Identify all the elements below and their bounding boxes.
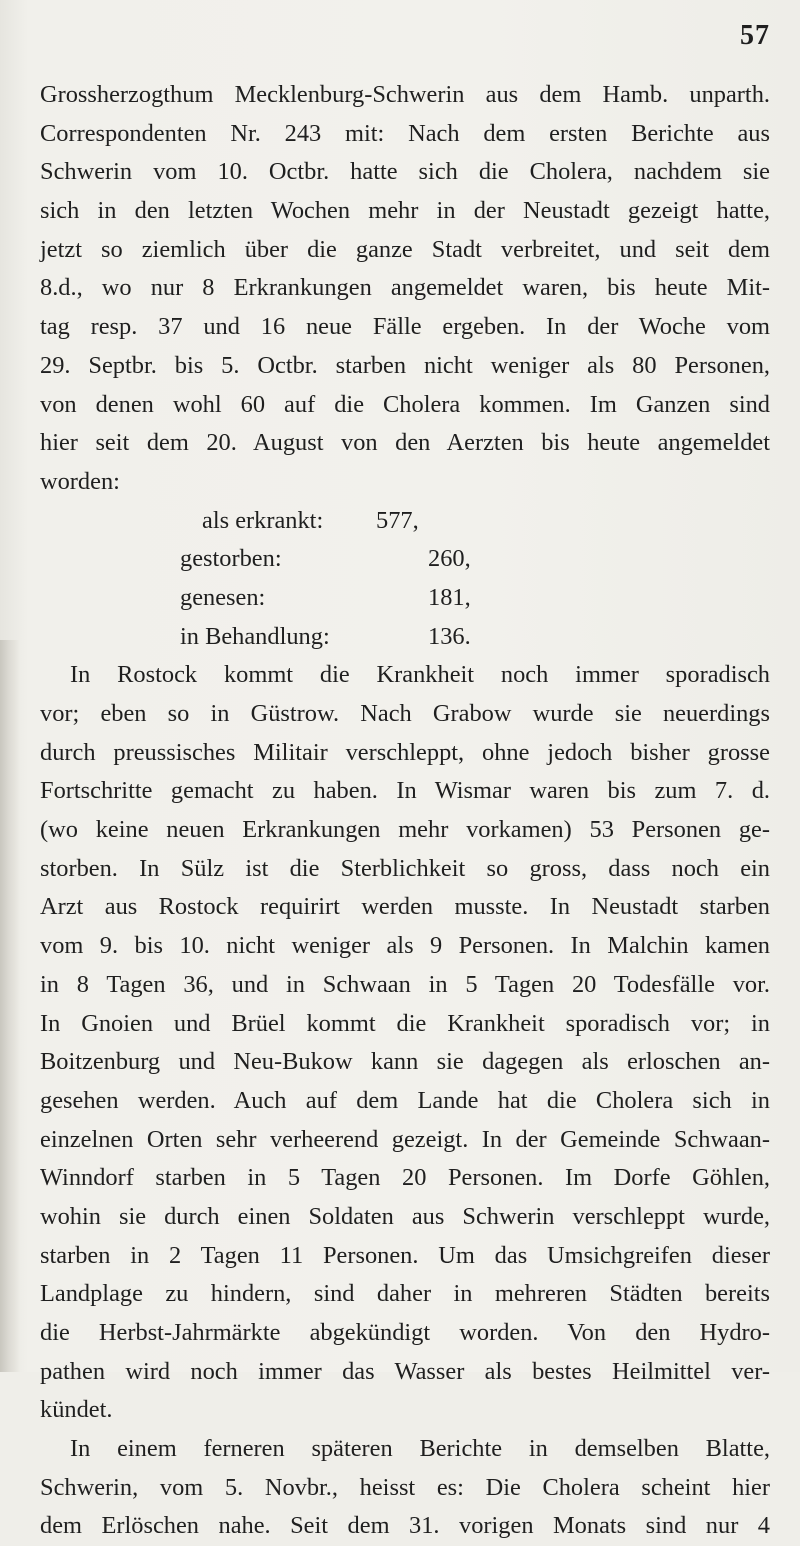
stat-row <box>180 618 770 657</box>
text-line: storben. In Sülz ist die Sterblichkeit so gross, dass noch ein <box>40 854 770 882</box>
text-line: durch preussisches Militair verschleppt, ohne jedoch bisher grosse <box>40 738 770 766</box>
text-line: Boitzenburg und Neu-Bukow kann sie dagegen als erloschen an- <box>40 1048 770 1076</box>
text-line: Arzt aus Rostock requirirt werden musste. In Neustadt starben <box>40 893 770 921</box>
text-line: in 8 Tagen 36, und in Schwaan in 5 Tagen 20 Todesfälle vor. <box>40 970 770 998</box>
stat-value: 181, <box>428 583 471 611</box>
text-line: kündet. <box>40 1396 113 1424</box>
text-line: In Gnoien und Brüel kommt die Krankheit sporadisch vor; in <box>40 1009 770 1037</box>
statistics-list <box>40 502 770 657</box>
text-line: hier seit dem 20. August von den Aerzten bis heute angemeldet <box>40 429 770 457</box>
text-line: Schwerin, vom 5. Novbr., heisst es: Die Cholera scheint hier <box>40 1473 770 1501</box>
text-line: 8.d., wo nur 8 Erkrankungen angemeldet waren, bis heute Mit- <box>40 274 770 302</box>
paragraph-2 <box>40 656 770 1430</box>
page-number: 57 <box>740 20 770 51</box>
text-line: von denen wohl 60 auf die Cholera kommen. Im Ganzen sind <box>40 390 770 418</box>
text-line: sich in den letzten Wochen mehr in der Neustadt gezeigt hatte, <box>40 197 770 225</box>
text-line: jetzt so ziemlich über die ganze Stadt verbreitet, und seit dem <box>40 235 770 263</box>
stat-label: gestorben: <box>180 545 282 573</box>
stat-label: als erkrankt: <box>202 506 324 534</box>
text-line: In Rostock kommt die Krankheit noch immer sporadisch <box>70 661 770 689</box>
text-line: vom 9. bis 10. nicht weniger als 9 Personen. In Malchin kamen <box>40 932 770 960</box>
text-line: Correspondenten Nr. 243 mit: Nach dem ersten Berichte aus <box>40 119 770 147</box>
body-text <box>40 76 770 1546</box>
stat-value: 577, <box>376 506 419 534</box>
binding-gutter <box>0 640 20 1372</box>
text-line: dem Erlöschen nahe. Seit dem 31. vorigen Monats sind nur 4 <box>40 1512 770 1540</box>
text-line: Grossherzogthum Mecklenburg-Schwerin aus dem Hamb. unparth. <box>40 81 770 108</box>
text-line: Landplage zu hindern, sind daher in mehreren Städten bereits <box>40 1280 770 1308</box>
stat-row <box>180 579 770 618</box>
text-line: vor; eben so in Güstrow. Nach Grabow wurde sie neuerdings <box>40 700 770 727</box>
text-line: Schwerin vom 10. Octbr. hatte sich die Cholera, nachdem sie <box>40 158 770 186</box>
text-line: starben in 2 Tagen 11 Personen. Um das Umsichgreifen dieser <box>40 1241 770 1269</box>
text-line: wohin sie durch einen Soldaten aus Schwerin verschleppt wurde, <box>40 1202 770 1230</box>
text-line: gesehen werden. Auch auf dem Lande hat die Cholera sich in <box>40 1086 770 1114</box>
paragraph-1 <box>40 76 770 502</box>
stat-value: 260, <box>428 545 471 573</box>
text-line: worden: <box>40 467 120 495</box>
text-line: Winndorf starben in 5 Tagen 20 Personen. Im Dorfe Göhlen, <box>40 1164 770 1192</box>
text-line: 29. Septbr. bis 5. Octbr. starben nicht weniger als 80 Personen, <box>40 351 770 379</box>
stat-label: in Behandlung: <box>180 622 330 650</box>
text-line: (wo keine neuen Erkrankungen mehr vorkamen) 53 Personen ge- <box>40 816 770 844</box>
text-line: Fortschritte gemacht zu haben. In Wismar waren bis zum 7. d. <box>40 777 770 805</box>
text-line: tag resp. 37 und 16 neue Fälle ergeben. In der Woche vom <box>40 313 770 341</box>
text-line: die Herbst-Jahrmärkte abgekündigt worden. Von den Hydro- <box>40 1319 770 1346</box>
text-line: In einem ferneren späteren Berichte in demselben Blatte, <box>70 1435 770 1463</box>
stat-row <box>180 502 770 541</box>
paragraph-3 <box>40 1430 770 1546</box>
stat-value: 136. <box>428 622 471 650</box>
stat-row <box>180 540 770 579</box>
text-line: pathen wird noch immer das Wasser als bestes Heilmittel ver- <box>40 1357 770 1385</box>
stat-label: genesen: <box>180 583 266 611</box>
text-line: einzelnen Orten sehr verheerend gezeigt. In der Gemeinde Schwaan- <box>40 1125 770 1153</box>
